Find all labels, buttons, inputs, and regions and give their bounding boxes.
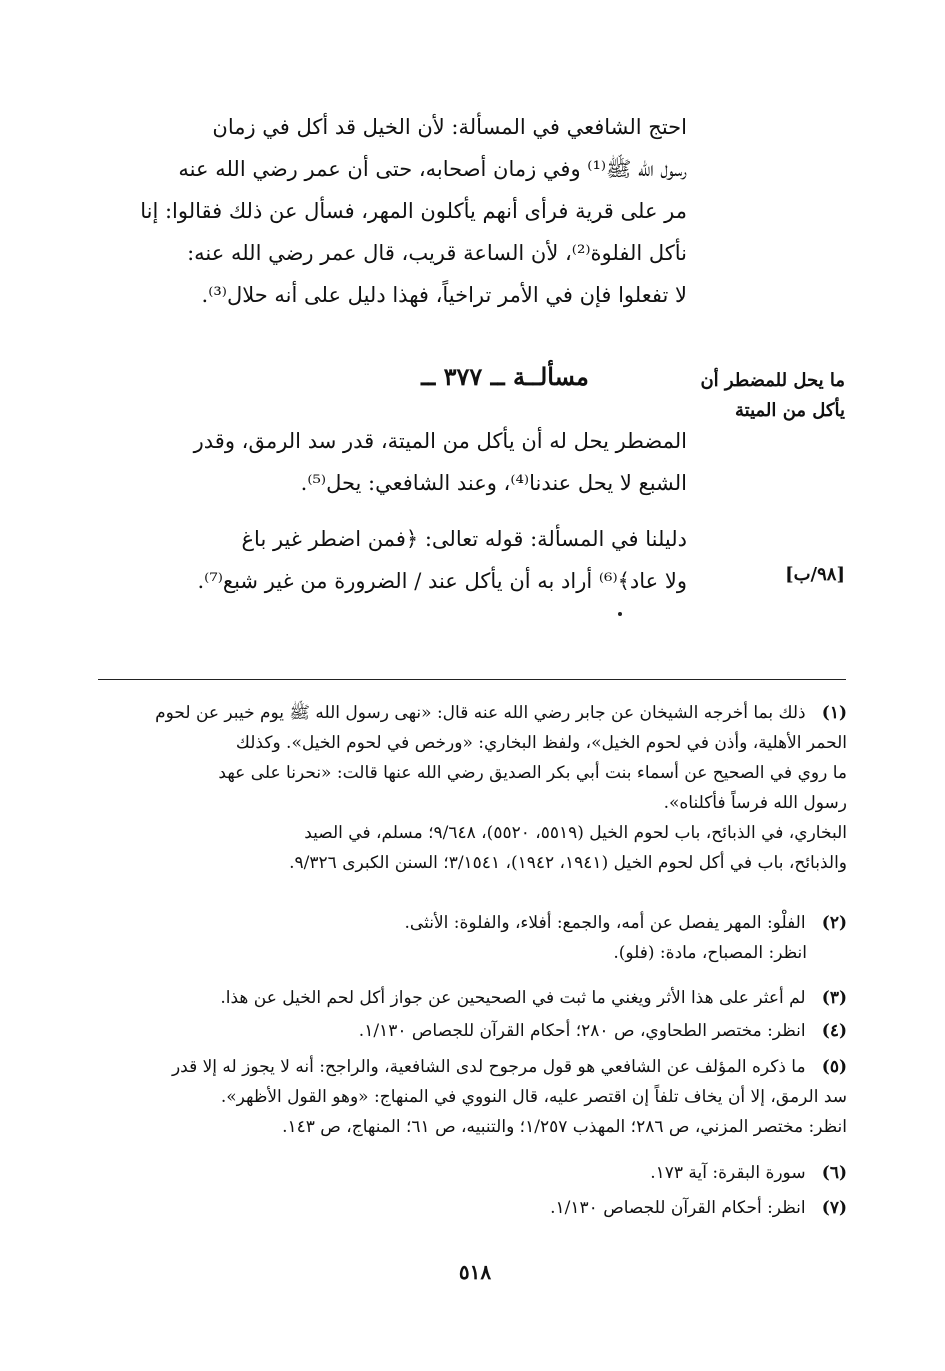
footnote-text: لم أعثر على هذا الأثر ويغني ما ثبت في الصحيحين عن جواز أكل لحم الخيل عن هذا. — [220, 988, 806, 1008]
footnote-divider — [98, 679, 846, 680]
ink-dot — [618, 612, 622, 616]
footnote-line — [99, 698, 847, 728]
footnote-line: سد الرمق، إلا أن يخاف تلفاً إن اقتصر عليه، قال النووي في المنهاج: «وهو القول الأظهر». — [220, 1087, 847, 1107]
issue-heading: مسألــة ــ ٣٧٧ ــ — [421, 362, 589, 391]
footnote-line: انظر: المصباح، مادة: (فلو). — [613, 943, 807, 963]
text-line: لا تفعلوا فإن في الأمر تراخياً، فهذا دليل على أنه حلال⁽³⁾. — [201, 283, 687, 307]
footnote-4 — [99, 1016, 847, 1046]
footnote-number: (٥) — [821, 1057, 847, 1077]
footnote-number: (١) — [821, 703, 847, 723]
footnote-line — [99, 983, 847, 1013]
text-line: رسول الله ﷺ⁽¹⁾ وفي زمان أصحابه، حتى أن عمر رضي الله عنه — [178, 157, 687, 181]
text-line: المضطر يحل له أن يأكل من الميتة، قدر سد الرمق، وقدر — [193, 429, 687, 453]
text-line: الشبع لا يحل عندنا⁽⁴⁾، وعند الشافعي: يحل⁽⁵⁾. — [300, 471, 687, 495]
footnote-line: ما روي في الصحيح عن أسماء بنت أبي بكر الصديق رضي الله عنها قالت: «نحرنا على عهد — [218, 763, 847, 783]
footnote-text: ما ذكره المؤلف عن الشافعي هو قول مرجوح لدى الشافعية، والراجح: أنه لا يجوز له إلا قدر — [171, 1057, 806, 1077]
footnote-line: الحمر الأهلية، وأذن في لحوم الخيل»، ولفظ البخاري: «ورخص في لحوم الخيل». وكذلك — [235, 733, 847, 753]
footnote-1 — [99, 698, 847, 878]
text-line: ولا عاد﴾⁽⁶⁾ أراد به أن يأكل عند / الضرورة من غير شبع⁽⁷⁾. — [197, 569, 687, 593]
footnote-line — [99, 1016, 847, 1046]
footnote-text: ذلك بما أخرجه الشيخان عن جابر رضي الله عنه قال: «نهى رسول الله ﷺ يوم خيبر عن لحوم — [155, 703, 806, 723]
footnote-line — [99, 1193, 847, 1223]
footnote-line: البخاري، في الذبائح، باب لحوم الخيل (٥٥١٩، ٥٥٢٠)، ٩/٦٤٨؛ مسلم، في الصيد — [304, 823, 847, 843]
side-note-line: يأكل من الميتة — [735, 400, 845, 421]
footnote-6 — [99, 1158, 847, 1188]
side-note-line: ما يحل للمضطر أن — [700, 370, 845, 391]
footnote-number: (٦) — [821, 1163, 847, 1183]
text-line: مر على قرية فرأى أنهم يأكلون المهر، فسأل عن ذلك فقالوا: إنا — [140, 199, 687, 223]
footnote-text: سورة البقرة: آية ١٧٣. — [650, 1163, 806, 1183]
paragraph-ruling — [97, 420, 687, 504]
footnote-3 — [99, 983, 847, 1013]
footnote-line: والذبائح، باب في أكل لحوم الخيل (١٩٤١، ١٩٤٢)، ٣/١٥٤١؛ السنن الكبرى ٩/٣٢٦. — [289, 853, 847, 873]
paragraph-evidence — [97, 518, 687, 602]
side-note — [695, 366, 845, 426]
folio-marker: [٩٨/ب] — [785, 564, 845, 585]
footnote-text: انظر: مختصر الطحاوي، ص ٢٨٠؛ أحكام القرآن للجصاص ١/١٣٠. — [358, 1021, 806, 1041]
footnote-line — [99, 1052, 847, 1082]
footnote-line — [99, 908, 847, 938]
footnote-5 — [99, 1052, 847, 1142]
footnote-number: (٤) — [821, 1021, 847, 1041]
text-line: دليلنا في المسألة: قوله تعالى: ﴿فمن اضطر غير باغ — [241, 527, 687, 551]
footnote-line — [99, 1158, 847, 1188]
text-line: نأكل الفلوة⁽²⁾، لأن الساعة قريب، قال عمر رضي الله عنه: — [187, 241, 687, 265]
page-number: ٥١٨ — [458, 1260, 492, 1284]
footnote-7 — [99, 1193, 847, 1223]
paragraph-shafii-argument — [97, 106, 687, 316]
footnote-number: (٣) — [821, 988, 847, 1008]
footnote-text: الفلْو: المهر يفصل عن أمه، والجمع: أفلاء، والفلوة: الأنثى. — [404, 913, 806, 933]
footnote-number: (٢) — [821, 913, 847, 933]
footnote-2 — [99, 908, 847, 968]
footnote-line: انظر: مختصر المزني، ص ٢٨٦؛ المهذب ١/٢٥٧؛ والتنبيه، ص ٦١؛ المنهاج، ص ١٤٣. — [282, 1117, 847, 1137]
text-line: احتج الشافعي في المسألة: لأن الخيل قد أكل في زمان — [212, 115, 687, 139]
footnote-number: (٧) — [821, 1198, 847, 1218]
footnote-text: انظر: أحكام القرآن للجصاص ١/١٣٠. — [550, 1198, 806, 1218]
footnote-line: رسول الله فرساً فأكلناه». — [663, 793, 847, 813]
